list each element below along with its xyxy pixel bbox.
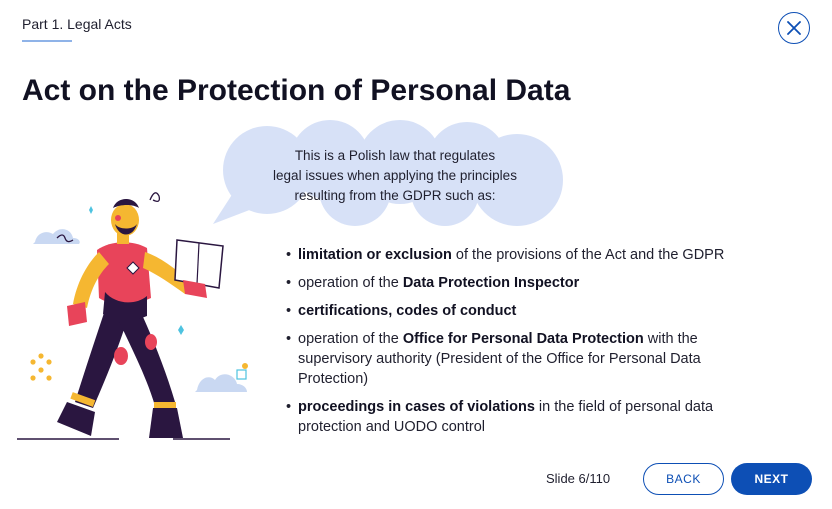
- bullet-bold: Data Protection Inspector: [402, 275, 580, 291]
- back-button[interactable]: BACK: [643, 463, 724, 495]
- bullet-bold: Office for Personal Data Protection: [402, 331, 644, 347]
- bubble-line: legal issues when applying the principles: [273, 168, 517, 183]
- bullet-text: operation of the: [298, 275, 403, 291]
- slide-counter: Slide 6/110: [546, 471, 611, 486]
- section-underline: [22, 40, 72, 42]
- bullet-text: with the supervisory authority (President of the Office for Personal Data Protection): [298, 331, 701, 387]
- close-icon: [787, 21, 801, 35]
- bullet-bold: proceedings in cases of violations: [298, 399, 535, 415]
- bubble-line: resulting from the GDPR such as:: [294, 188, 496, 203]
- list-item: [286, 245, 766, 265]
- page-title: Act on the Protection of Personal Data: [22, 74, 571, 107]
- bullet-bold: limitation or exclusion: [298, 247, 452, 263]
- bullet-bold: certifications, codes of conduct: [298, 303, 517, 319]
- bullet-text: in the field of personal data protection and UODO control: [298, 399, 714, 435]
- close-button[interactable]: [778, 12, 810, 44]
- bullet-text: operation of the: [298, 331, 403, 347]
- section-label: Part 1. Legal Acts: [22, 16, 132, 32]
- list-item: [286, 301, 766, 321]
- bullet-list: [286, 245, 766, 445]
- bubble-line: This is a Polish law that regulates: [294, 148, 496, 163]
- list-item: [286, 397, 766, 437]
- next-button[interactable]: NEXT: [731, 463, 812, 495]
- bullet-text: of the provisions of the Act and the GDPR: [451, 247, 725, 263]
- list-item: [286, 273, 766, 293]
- list-item: [286, 329, 766, 389]
- bubble-text: [255, 146, 535, 206]
- walking-person-illustration: [15, 180, 275, 445]
